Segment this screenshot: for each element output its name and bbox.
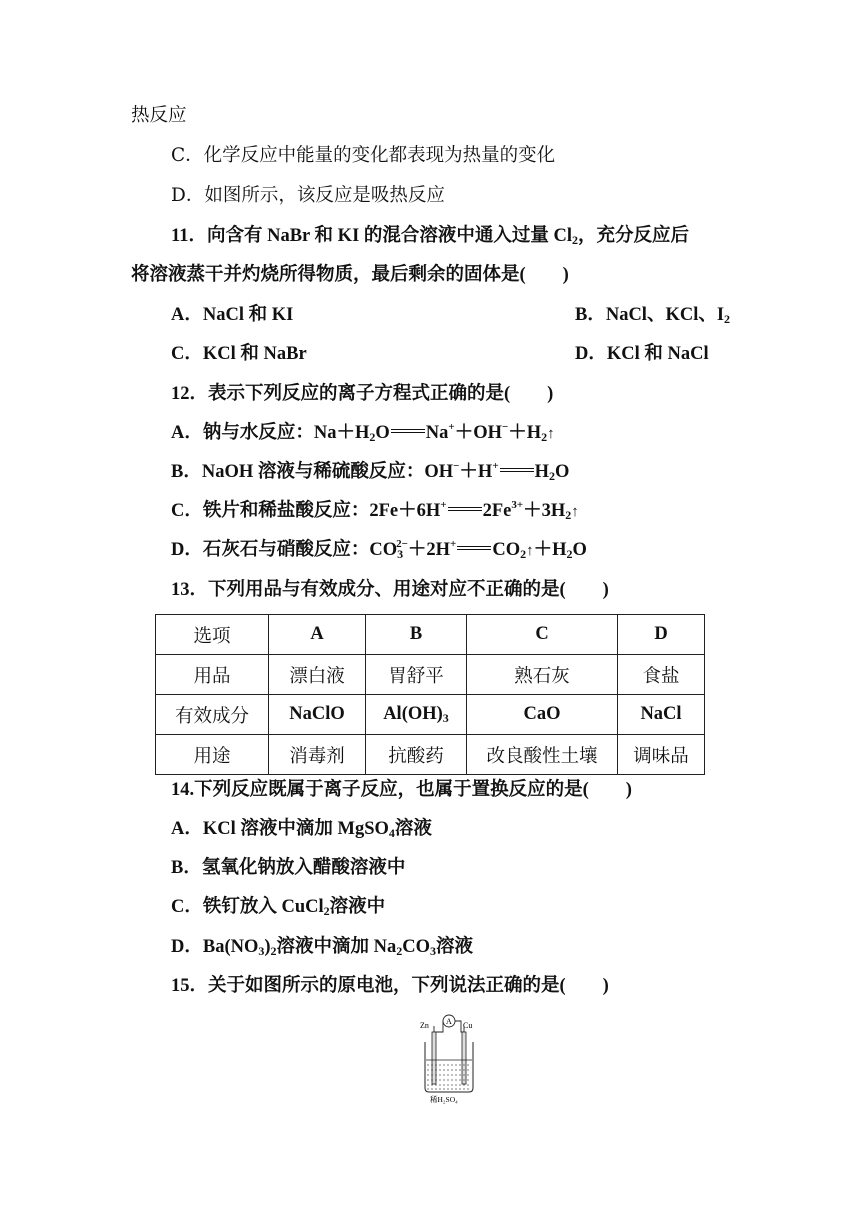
question-13-stem: 13．下列用品与有效成分、用途对应不正确的是( ): [171, 580, 609, 600]
galvanic-cell-diagram: [418, 1012, 480, 1104]
table-cell: 胃舒平: [366, 655, 467, 695]
copper-electrode: [462, 1032, 466, 1084]
table-cell: A: [269, 615, 366, 655]
question-14-option-b: B．氢氧化钠放入醋酸溶液中: [171, 858, 406, 878]
text-line: 热反应: [131, 105, 187, 126]
table-row: [156, 695, 705, 735]
table-cell: 调味品: [618, 735, 705, 775]
zinc-electrode: [432, 1032, 436, 1084]
table-cell: NaCl: [618, 695, 705, 735]
ammeter-label: A: [446, 1017, 452, 1026]
table-cell: 漂白液: [269, 655, 366, 695]
table-cell: $Al(OH)_3$: [366, 695, 467, 735]
question-14-stem: 14.下列反应既属于离子反应，也属于置换反应的是( ): [171, 780, 632, 800]
option-c-q10: C．化学反应中能量的变化都表现为热量的变化: [171, 145, 556, 166]
cu-label: Cu: [463, 1021, 473, 1030]
options-table: [155, 614, 705, 775]
table-cell: D: [618, 615, 705, 655]
table-cell: 抗酸药: [366, 735, 467, 775]
option-d: D．KCl 和 NaCl: [575, 344, 709, 364]
table-cell: 用途: [156, 735, 269, 775]
question-12-option-b: B．NaOH 溶液与稀硫酸反应：OH−＋H+ $H_2O$: [171, 460, 570, 483]
question-11-options-row1: [171, 303, 731, 327]
question-11-options-row2: [171, 342, 709, 366]
option-d-q10: D．如图所示，该反应是吸热反应: [171, 185, 445, 206]
table-row: [156, 735, 705, 775]
option-b: B．NaCl、KCl、$I_2$: [575, 305, 731, 326]
table-cell: 改良酸性土壤: [467, 735, 618, 775]
option-a: A．NaCl 和 KI: [171, 305, 294, 325]
question-11-stem: 11．向含有 NaBr 和 KI 的混合溶液中通入过量 $Cl_2$，充分反应后: [171, 226, 690, 247]
table-cell: 选项: [156, 615, 269, 655]
table-header-row: [156, 615, 705, 655]
option-c: C．KCl 和 NaBr: [171, 344, 307, 364]
electrolyte-label: 稀H₂SO₄: [430, 1095, 458, 1104]
question-14-option-c: C．铁钉放入 CuCl$_2$溶液中: [171, 897, 386, 918]
table-cell: CaO: [467, 695, 618, 735]
table-cell: 有效成分: [156, 695, 269, 735]
question-12-option-a: A．钠与水反应：$Na+H_2O$ $Na^++OH^-+H_2↑$: [171, 421, 555, 444]
question-14-option-a: A．KCl 溶液中滴加 MgSO$_4$溶液: [171, 819, 432, 840]
table-cell: NaClO: [269, 695, 366, 735]
question-12-stem: 12．表示下列反应的离子方程式正确的是( ): [171, 384, 554, 404]
table-cell: C: [467, 615, 618, 655]
question-15-stem: 15．关于如图所示的原电池，下列说法正确的是( ): [171, 976, 609, 996]
table-cell: 食盐: [618, 655, 705, 695]
table-cell: 熟石灰: [467, 655, 618, 695]
question-11-stem-cont: 将溶液蒸干并灼烧所得物质，最后剩余的固体是( ): [131, 265, 569, 285]
galvanic-cell-figure: [418, 1012, 480, 1104]
question-12-option-d: D．石灰石与硝酸反应：$CO_3^{2-}+2H^+$ $CO_2↑+H_2O$: [171, 538, 587, 561]
table-cell: 消毒剂: [269, 735, 366, 775]
table-cell: B: [366, 615, 467, 655]
question-12-option-c: C．铁片和稀盐酸反应：2Fe＋6H+ $2Fe^{3+}+3H_2↑$: [171, 499, 579, 522]
zn-label: Zn: [420, 1021, 429, 1030]
question-14-option-d: D．$Ba(NO_3)_2$溶液中滴加 $Na_2CO_3$溶液: [171, 937, 474, 958]
table-cell: 用品: [156, 655, 269, 695]
table-row: [156, 655, 705, 695]
